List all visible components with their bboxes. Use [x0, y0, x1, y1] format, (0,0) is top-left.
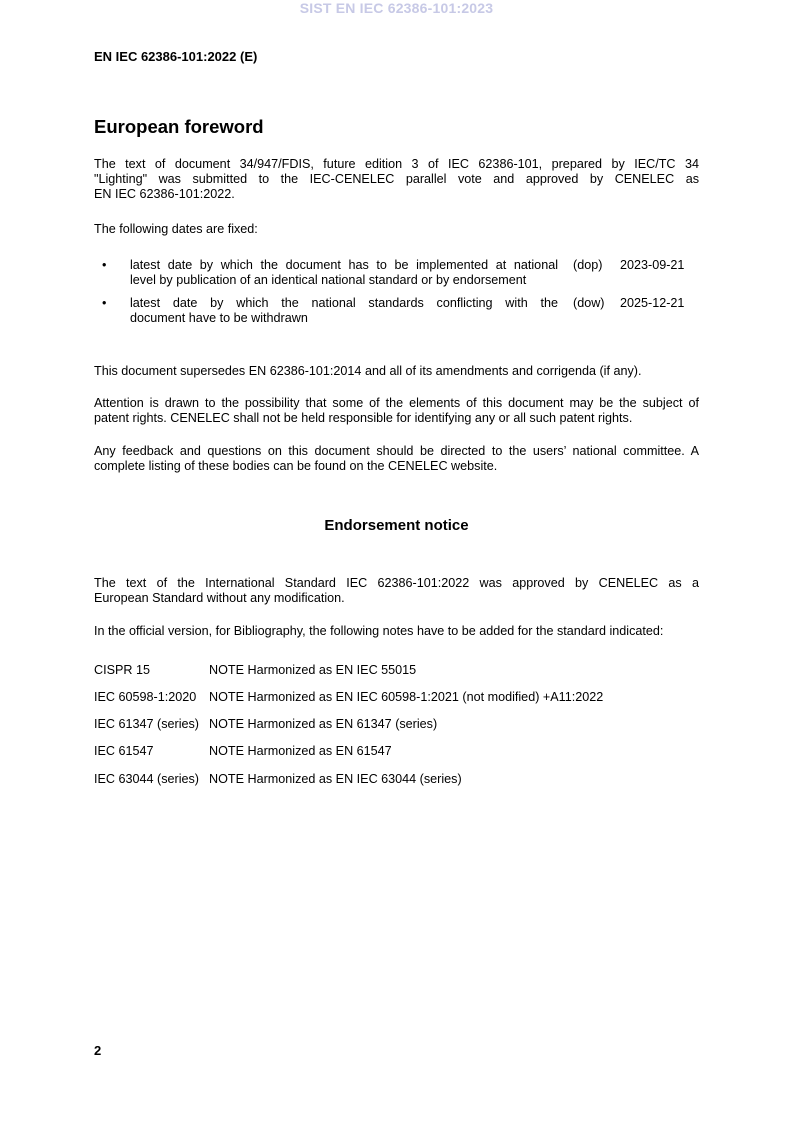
endorsement-line: The text of the International Standard IEC 62386-101:2022 was approved by CENELEC as a	[94, 576, 699, 590]
date-code-dop: (dop)	[573, 258, 603, 272]
foreword-intro-line: EN IEC 62386-101:2022.	[94, 187, 235, 201]
foreword-intro-paragraph	[94, 157, 699, 202]
bullet-marker: •	[102, 296, 107, 310]
bibliography-note-row	[94, 717, 437, 732]
bibliography-intro: In the official version, for Bibliography, the following notes have to be added for the standard indicated:	[94, 624, 664, 638]
foreword-intro-line: The text of document 34/947/FDIS, future edition 3 of IEC 62386-101, prepared by IEC/TC 34	[94, 157, 699, 171]
note-standard-ref: CISPR 15	[94, 663, 150, 677]
date-item-line: document have to be withdrawn	[130, 311, 308, 325]
note-standard-ref: IEC 61347 (series)	[94, 717, 199, 731]
date-value-dop: 2023-09-21	[620, 258, 685, 272]
note-standard-ref: IEC 60598-1:2020	[94, 690, 197, 704]
watermark: SIST EN IEC 62386-101:2023	[299, 0, 494, 16]
note-text: NOTE Harmonized as EN 61347 (series)	[209, 717, 438, 731]
date-item-dop-text	[130, 258, 558, 288]
dates-intro: The following dates are fixed:	[94, 222, 258, 236]
date-value-dow: 2025-12-21	[620, 296, 685, 310]
endorsement-paragraph	[94, 576, 699, 606]
foreword-heading: European foreword	[94, 116, 264, 137]
attention-line: patent rights. CENELEC shall not be held responsible for identifying any or all such patent rights.	[94, 411, 633, 425]
note-text: NOTE Harmonized as EN IEC 55015	[209, 663, 417, 677]
note-text: NOTE Harmonized as EN 61547	[209, 744, 392, 758]
date-item-line: level by publication of an identical national standard or by endorsement	[130, 273, 527, 287]
foreword-intro-line: "Lighting" was submitted to the IEC-CENELEC parallel vote and approved by CENELEC as	[94, 172, 699, 186]
document-id-header: EN IEC 62386-101:2022 (E)	[94, 49, 258, 64]
feedback-line: complete listing of these bodies can be found on the CENELEC website.	[94, 459, 498, 473]
note-text: NOTE Harmonized as EN IEC 60598-1:2021 (not modified) +A11:2022	[209, 690, 604, 704]
date-code-dow: (dow)	[573, 296, 605, 310]
date-item-dow-text	[130, 296, 558, 326]
note-standard-ref: IEC 61547	[94, 744, 154, 758]
date-item-line: latest date by which the document has to be implemented at national	[130, 258, 558, 272]
feedback-line: Any feedback and questions on this document should be directed to the users’ national committee. A	[94, 444, 699, 458]
bibliography-note-row	[94, 690, 603, 705]
date-item-line: latest date by which the national standards conflicting with the	[130, 296, 558, 310]
bullet-marker: •	[102, 258, 107, 272]
bibliography-note-row	[94, 663, 416, 678]
note-text: NOTE Harmonized as EN IEC 63044 (series)	[209, 772, 462, 786]
attention-line: Attention is drawn to the possibility that some of the elements of this document may be the subject of	[94, 396, 699, 410]
page-number: 2	[94, 1043, 102, 1058]
supersedes-paragraph: This document supersedes EN 62386-101:2014 and all of its amendments and corrigenda (if any).	[94, 364, 642, 378]
attention-paragraph	[94, 396, 699, 426]
note-standard-ref: IEC 63044 (series)	[94, 772, 199, 786]
bibliography-note-row	[94, 744, 392, 759]
endorsement-line: European Standard without any modification.	[94, 591, 345, 605]
feedback-paragraph	[94, 444, 699, 474]
endorsement-heading: Endorsement notice	[324, 517, 469, 534]
bibliography-note-row	[94, 772, 462, 787]
